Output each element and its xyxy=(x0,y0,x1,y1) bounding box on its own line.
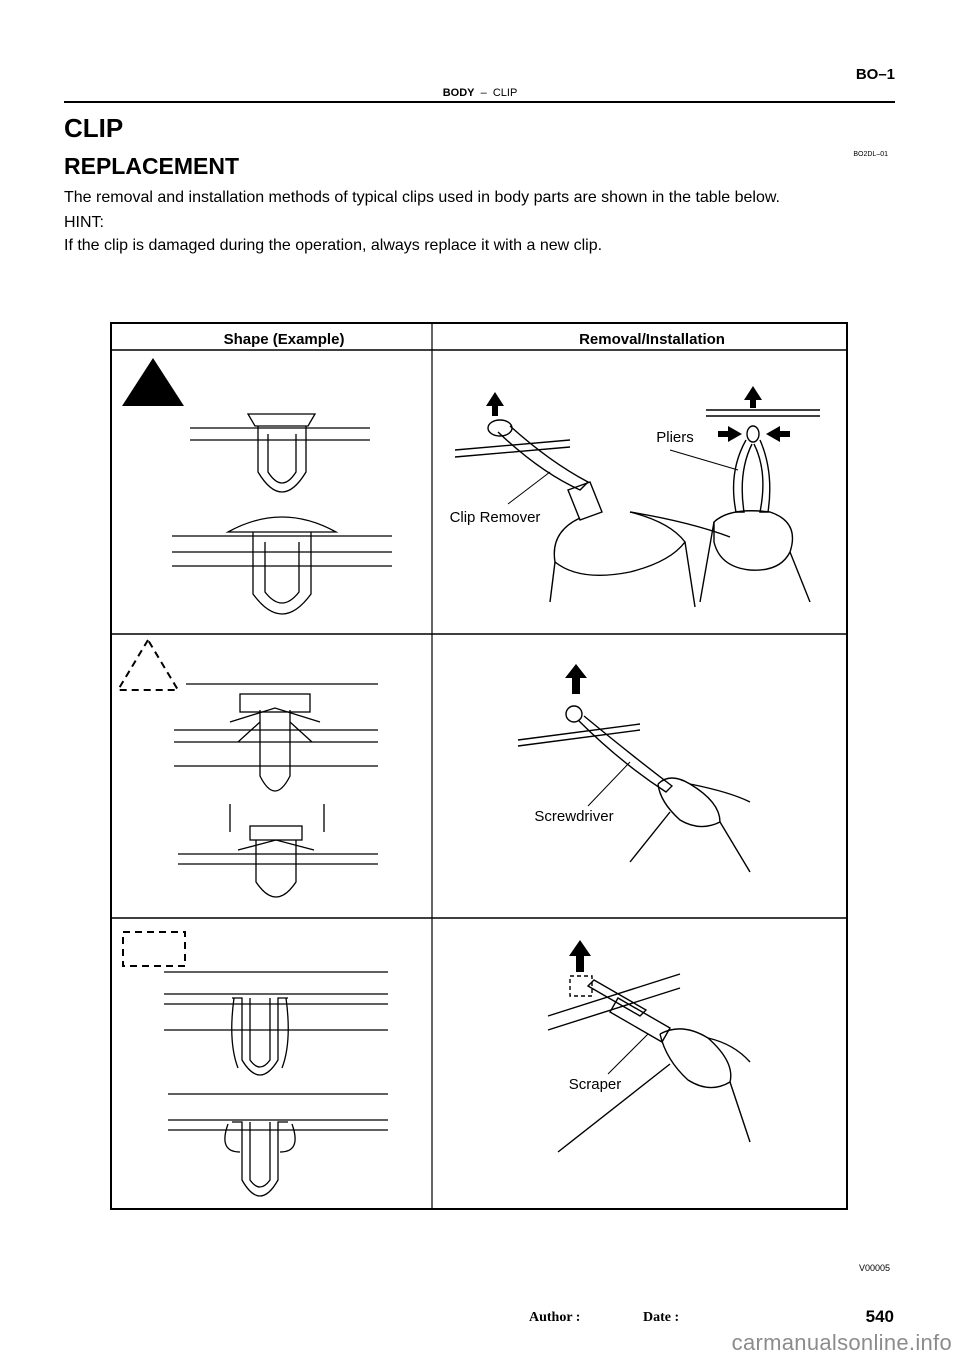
clip-drawing-2a xyxy=(174,684,378,791)
footer-date-label: Date : xyxy=(643,1310,680,1325)
column-header-removal: Removal/Installation xyxy=(579,331,725,348)
header-separator: – xyxy=(480,87,487,99)
scraper-drawing xyxy=(548,974,750,1152)
document-code: BO2DL–01 xyxy=(853,151,888,158)
tool-label-clip-remover: Clip Remover xyxy=(449,509,541,526)
page-title: CLIP xyxy=(64,113,124,143)
tool-label-scraper: Scraper xyxy=(568,1076,622,1093)
hint-text: If the clip is damaged during the operation, always replace it with a new clip. xyxy=(64,237,603,254)
clip-table-figure xyxy=(110,322,848,1210)
page-number: 540 xyxy=(865,1307,894,1326)
up-arrow-icon xyxy=(565,664,587,694)
up-arrow-icon xyxy=(569,940,591,972)
footer-author-label: Author : xyxy=(529,1310,581,1325)
up-arrow-icon xyxy=(744,386,762,408)
header-section: BODY xyxy=(442,87,475,99)
right-arrow-icon xyxy=(718,426,742,442)
figure-code: V00005 xyxy=(858,1263,890,1273)
screwdriver-drawing xyxy=(518,706,750,872)
header-subsection: CLIP xyxy=(492,87,518,99)
hint-label: HINT: xyxy=(64,214,104,231)
column-header-shape: Shape (Example) xyxy=(223,331,345,348)
clip-drawing-1a xyxy=(190,414,370,492)
tool-label-screwdriver: Screwdriver xyxy=(534,808,614,825)
pliers-drawing xyxy=(700,410,820,602)
intro-paragraph: The removal and installation methods of typical clips used in body parts are shown in the table below. xyxy=(64,189,780,206)
tool-label-pliers: Pliers xyxy=(656,429,694,446)
clip-drawing-3b xyxy=(168,1094,388,1196)
clip-drawing-3a xyxy=(164,972,388,1075)
dashed-rectangle-icon xyxy=(123,932,185,966)
up-arrow-icon xyxy=(486,392,504,416)
watermark-link[interactable]: carmanualsonline.info xyxy=(731,1330,952,1355)
running-header xyxy=(0,87,960,99)
clip-drawing-2b xyxy=(178,804,378,897)
leader-line xyxy=(670,450,738,470)
leader-line xyxy=(508,472,550,504)
leader-line xyxy=(588,762,630,806)
page-code: BO–1 xyxy=(855,66,895,83)
clip-drawing-1b xyxy=(172,517,392,614)
solid-triangle-icon xyxy=(122,358,184,406)
header-rule xyxy=(64,101,895,103)
section-title: REPLACEMENT xyxy=(64,153,240,179)
dashed-triangle-icon xyxy=(118,640,178,690)
leader-line xyxy=(608,1034,648,1074)
left-arrow-icon xyxy=(766,426,790,442)
